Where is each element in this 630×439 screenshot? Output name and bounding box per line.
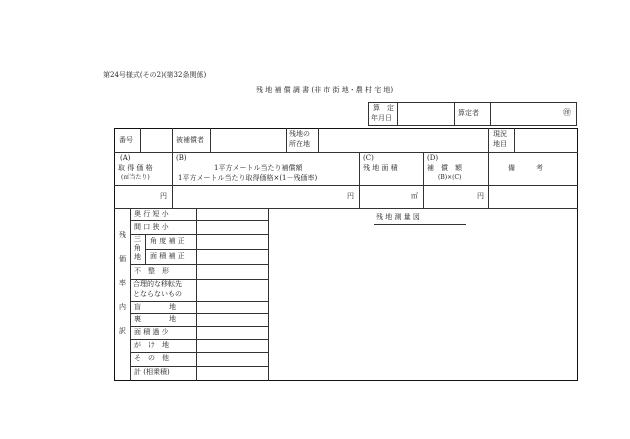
col-remarks-label: 備 考 xyxy=(508,164,543,172)
other-value-field[interactable] xyxy=(197,353,268,366)
unit-yen-d: 円 xyxy=(477,192,484,200)
number-label: 番号 xyxy=(119,136,133,144)
angle-value-field[interactable] xyxy=(197,235,268,249)
depth-value-field[interactable] xyxy=(197,209,268,220)
unit-sqm: ㎡ xyxy=(411,192,418,200)
total-value-field[interactable] xyxy=(197,367,268,381)
col-c-marker: (C) xyxy=(363,154,374,162)
item-depth-short: 奥 行 短 小 xyxy=(134,210,169,218)
calc-date-field[interactable] xyxy=(398,103,454,125)
number-field[interactable] xyxy=(141,129,172,152)
seal-mark: ㊞ xyxy=(563,108,571,117)
location-label: 残地の xyxy=(289,130,310,138)
irregular-value-field[interactable] xyxy=(197,265,268,279)
survey-drawing-title: 残 地 測 量 図 xyxy=(376,213,420,221)
cliff-value-field[interactable] xyxy=(197,340,268,352)
blind-value-field[interactable] xyxy=(197,302,268,313)
item-frontage-narrow: 間 口 狭 小 xyxy=(134,223,169,231)
item-cliff-land: が け 地 xyxy=(134,341,169,349)
remarks-field[interactable] xyxy=(489,186,577,208)
item-other: そ の 他 xyxy=(134,354,169,362)
location-field[interactable] xyxy=(319,129,488,152)
back-value-field[interactable] xyxy=(197,314,268,326)
frontage-value-field[interactable] xyxy=(197,221,268,234)
compensated-field[interactable] xyxy=(211,129,286,152)
current-use-field[interactable] xyxy=(515,129,577,152)
unsuitable-value-field[interactable] xyxy=(197,280,268,301)
oversize-value-field[interactable] xyxy=(197,327,268,339)
form-number: 第24号様式(その2)(第32条関係) xyxy=(103,71,207,79)
survey-drawing-area[interactable] xyxy=(269,209,577,380)
col-b-marker: (B) xyxy=(176,154,187,162)
col-d-marker: (D) xyxy=(427,154,439,162)
col-c-label: 残 地 面 積 xyxy=(363,164,398,172)
item-back-land: 裏 地 xyxy=(134,315,176,323)
area-corr-value-field[interactable] xyxy=(197,250,268,264)
col-a-marker: (A) xyxy=(120,154,131,162)
compensation-per-sqm-field[interactable] xyxy=(173,186,359,208)
item-blind-land: 盲 地 xyxy=(134,303,176,311)
item-area-too-small: 面 積 過 少 xyxy=(134,328,169,336)
item-irregular: 不 整 形 xyxy=(134,267,169,275)
col-a-label: 取 得 価 格 xyxy=(118,164,153,172)
residual-rate-vertical-label: 残 xyxy=(119,231,126,239)
form-title: 残 地 補 償 調 書 (非 市 街 地・農 村 宅 地) xyxy=(256,86,394,94)
compensated-label: 被補償者 xyxy=(176,136,204,144)
col-b-label: 1平方メートル当たり補償額 xyxy=(214,164,303,172)
item-angle-correction: 角 度 補 正 xyxy=(150,237,185,245)
triangle-label: 三 xyxy=(134,235,141,243)
current-use-label: 現況 xyxy=(493,130,507,138)
col-d-label: 補 償 額 xyxy=(427,164,462,172)
unit-yen-b: 円 xyxy=(347,192,354,200)
item-total-product: 計 (相乗積) xyxy=(134,368,170,376)
calculator-label: 算定者 xyxy=(458,109,479,117)
unit-yen-a: 円 xyxy=(160,192,167,200)
item-area-correction: 面 積 補 正 xyxy=(150,252,185,260)
item-unsuitable-relocation: 合理的な移転先 xyxy=(133,280,182,288)
calc-date-label: 算 定 xyxy=(373,104,394,112)
